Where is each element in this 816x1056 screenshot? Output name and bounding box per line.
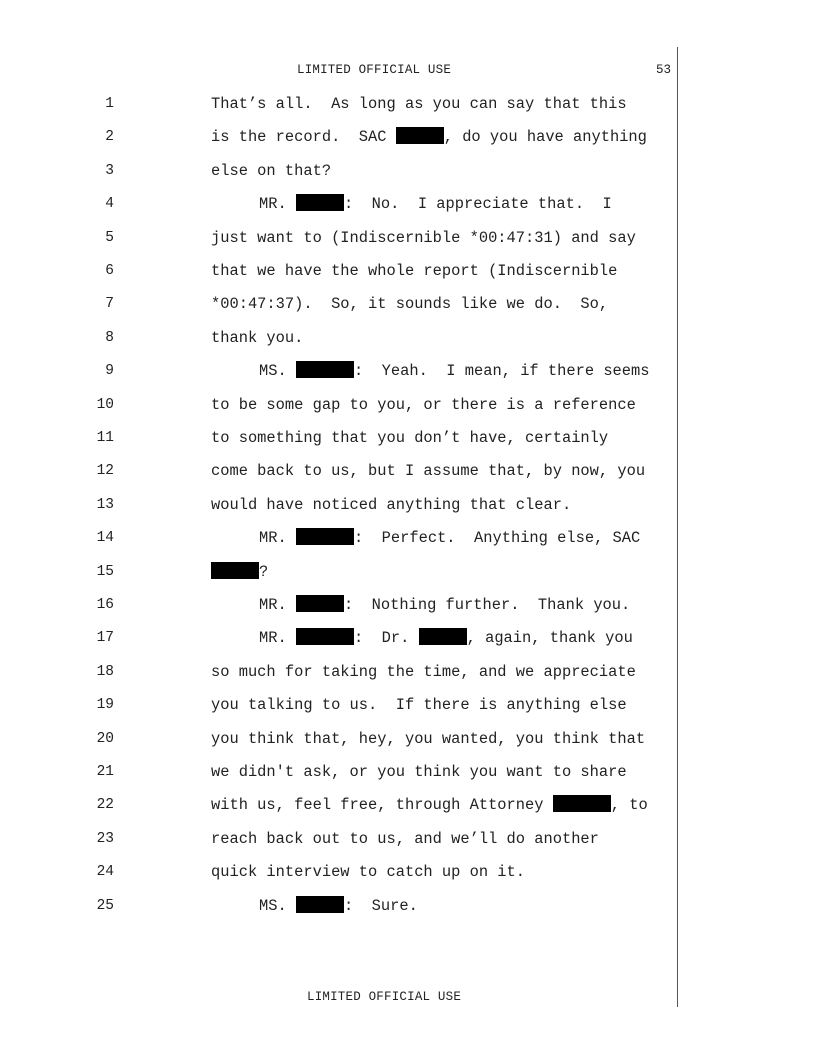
line-number: 2: [105, 129, 114, 146]
line-number: 21: [96, 764, 114, 780]
line-number: 9: [105, 363, 114, 380]
line-text: [259, 192, 612, 216]
transcript-line: [0, 593, 677, 617]
line-segment: , to: [610, 796, 648, 815]
redaction-box: [396, 127, 444, 144]
line-number: 17: [96, 630, 114, 647]
line-segment: reach back out to us, and we’ll do another: [211, 829, 599, 848]
line-segment: : Nothing further. Thank you.: [343, 596, 631, 614]
line-text: [259, 894, 418, 918]
transcript-line: [0, 894, 677, 918]
line-text: [211, 560, 268, 584]
line-text: [211, 827, 599, 851]
line-segment: ?: [259, 562, 269, 581]
line-text: [211, 292, 608, 316]
line-number: 1: [105, 96, 114, 112]
transcript-line: [0, 359, 677, 383]
line-segment: MS.: [259, 362, 296, 381]
transcript-line: [0, 626, 677, 650]
line-number: 8: [105, 329, 114, 346]
line-number: 4: [105, 196, 114, 213]
line-segment: you talking to us. If there is anything else: [211, 696, 627, 715]
transcript-line: [0, 526, 677, 550]
line-segment: quick interview to catch up on it.: [211, 863, 526, 882]
line-segment: come back to us, but I assume that, by now, you: [211, 462, 646, 481]
line-number: 15: [96, 563, 114, 580]
line-text: [211, 860, 525, 884]
transcript-line: [0, 159, 677, 183]
line-number: 22: [96, 797, 114, 814]
line-number: 16: [96, 597, 114, 613]
line-text: [211, 493, 571, 517]
transcript-line: [0, 259, 677, 283]
transcript-line: [0, 426, 677, 450]
transcript-line: [0, 860, 677, 884]
line-number: 5: [105, 229, 114, 246]
transcript-line: [0, 292, 677, 316]
line-text: [211, 426, 608, 450]
line-number: 10: [96, 396, 114, 413]
transcript-line: [0, 660, 677, 684]
redaction-box: [296, 896, 344, 913]
line-segment: else on that?: [211, 161, 332, 180]
line-number: 14: [96, 530, 114, 547]
page-number: 53: [656, 63, 672, 77]
line-segment: : Yeah. I mean, if there seems: [353, 362, 650, 381]
line-segment: MR.: [259, 195, 296, 214]
line-text: [211, 259, 617, 283]
line-segment: so much for taking the time, and we appreciate: [211, 662, 636, 681]
transcript-line: [0, 693, 677, 717]
line-segment: MR.: [259, 529, 296, 548]
line-number: 23: [96, 830, 114, 847]
transcript-line: [0, 760, 677, 784]
line-text: [259, 359, 650, 383]
line-text: [211, 459, 645, 483]
line-text: [211, 226, 636, 250]
redaction-box: [296, 595, 344, 612]
line-segment: MS.: [259, 896, 296, 915]
line-text: [211, 393, 636, 417]
transcript-line: [0, 192, 677, 216]
line-number: 24: [96, 864, 114, 881]
line-text: [211, 660, 636, 684]
line-text: [259, 626, 633, 650]
line-segment: *00:47:37). So, it sounds like we do. So,: [211, 295, 609, 314]
redaction-box: [296, 361, 354, 378]
redaction-box: [296, 194, 344, 211]
redaction-box: [296, 628, 354, 645]
transcript-line: [0, 459, 677, 483]
header-marking: LIMITED OFFICIAL USE: [297, 63, 452, 77]
line-text: [211, 125, 647, 149]
line-segment: : Dr.: [353, 629, 419, 648]
line-segment: , again, thank you: [466, 629, 633, 648]
redaction-box: [211, 562, 259, 579]
line-text: [211, 760, 627, 784]
line-text: [211, 727, 645, 751]
line-number: 25: [96, 897, 114, 914]
line-segment: to be some gap to you, or there is a reference: [211, 395, 636, 414]
line-segment: : Perfect. Anything else, SAC: [353, 529, 641, 548]
line-segment: That’s all. As long as you can say that this: [211, 95, 627, 113]
line-segment: would have noticed anything that clear.: [211, 495, 572, 514]
line-segment: MR.: [259, 629, 296, 648]
line-segment: MR.: [259, 596, 296, 614]
redaction-box: [553, 795, 611, 812]
line-segment: you think that, hey, you wanted, you think that: [211, 729, 646, 748]
line-segment: : No. I appreciate that. I: [343, 195, 612, 214]
line-text: [211, 326, 303, 350]
line-segment: to something that you don’t have, certainly: [211, 429, 609, 447]
line-number: 6: [105, 263, 114, 279]
line-segment: : Sure.: [343, 896, 418, 915]
redaction-box: [296, 528, 354, 545]
transcript-line: [0, 92, 677, 116]
line-number: 19: [96, 697, 114, 714]
transcript-line: [0, 827, 677, 851]
line-number: 3: [105, 162, 114, 179]
transcript-line: [0, 226, 677, 250]
line-text: [259, 593, 630, 617]
line-segment: that we have the whole report (Indiscernible: [211, 262, 618, 280]
transcript-line: [0, 125, 677, 149]
line-number: 20: [96, 730, 114, 747]
line-text: [211, 92, 627, 116]
transcript-line: [0, 493, 677, 517]
right-margin-rule: [677, 47, 678, 1007]
line-number: 12: [96, 463, 114, 480]
line-number: 18: [96, 663, 114, 680]
line-text: [259, 526, 640, 550]
line-segment: we didn't ask, or you think you want to share: [211, 763, 627, 781]
transcript-line: [0, 793, 677, 817]
line-segment: thank you.: [211, 328, 304, 347]
transcript-line: [0, 560, 677, 584]
line-number: 7: [105, 296, 114, 313]
transcript-line: [0, 727, 677, 751]
line-text: [211, 793, 648, 817]
line-segment: is the record. SAC: [211, 128, 396, 147]
redaction-box: [419, 628, 467, 645]
line-text: [211, 693, 627, 717]
transcript-line: [0, 326, 677, 350]
line-segment: just want to (Indiscernible *00:47:31) and say: [211, 228, 636, 247]
line-text: [211, 159, 331, 183]
transcript-line: [0, 393, 677, 417]
footer-marking: LIMITED OFFICIAL USE: [307, 990, 462, 1004]
line-number: 11: [96, 430, 114, 446]
line-segment: with us, feel free, through Attorney: [211, 796, 553, 815]
line-number: 13: [96, 496, 114, 513]
line-segment: , do you have anything: [443, 128, 647, 147]
